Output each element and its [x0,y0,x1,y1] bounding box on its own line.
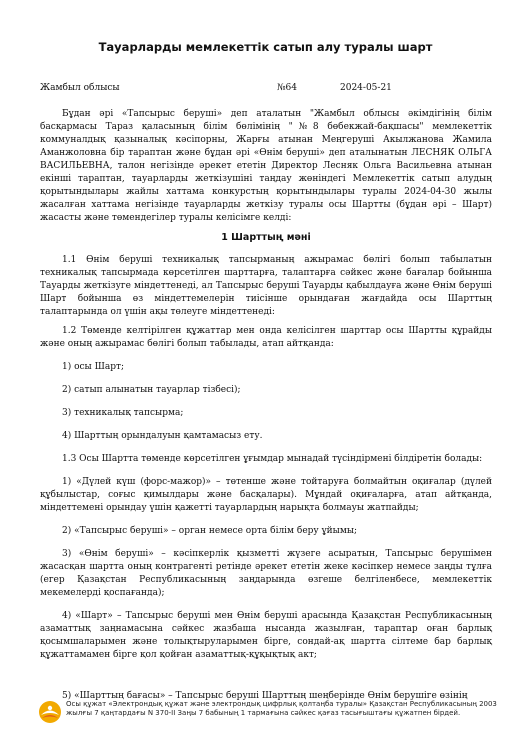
document-title: Тауарларды мемлекеттік сатып алу туралы шарт [98,40,433,54]
clause-1-1: 1.1 Өнім беруші техникалық тапсырманың ажырамас бөлігі болып табылатын техникалық тапсырмада көрсетілген шарттарға, талаптарға сәйкес және бағалар бойынша Тауарды жеткізуге міндеттенеді, ал Тапсырыс беруші Тауарды қабылдауға және Өнім беруші Шарт бойынша өз міндеттемелерін тиісінше орындаған жағдайда осы Шарттың талаптарында ол үшін ақы төлеуге міндеттенеді: [40,255,492,317]
document-region: Жамбыл облысы [40,83,120,93]
definition-item: 1) «Дүлей күш (форс-мажор)» – төтенше және тойтаруға болмайтын оқиғалар (дүлей құбылыстар, соғыс қимылдары және басқалары). Мұндай оқиғаларға, атап айтқанда, міндеттемені орындау үшін қажетті тауарлардың нарықта болмауы жатпайды; [40,477,492,513]
list-item: 2) сатып алынатын тауарлар тізбесі); [62,385,241,395]
section-title: 1 Шарттың мәні [221,232,311,243]
definition-item: 2) «Тапсырыс беруші» – орган немесе орта білім беру ұйымы; [62,526,358,536]
truncated-definition: 5) «Шарттың бағасы» – Тапсырыс беруші Шарттың шеңберінде Өнім берушіге өзінің [62,691,468,700]
list-item: 1) осы Шарт; [62,362,124,372]
document-date: 2024-05-21 [340,83,392,93]
intro-paragraph: Бұдан әрі «Тапсырыс беруші» деп аталатын "Жамбыл облысы әкімдігінің білім басқармасы Тараз қаласының білім бөлімінің "№8 бөбекжай-бақшасы" мемлекеттік коммуналдық қазыналық кәсіпорны, Жарғы атынан Меңгеруші Акылжанова Жамила Аманжоловна бір тараптан және бұдан әрі «Өнім беруші» деп аталынатын ЛЕСНЯК ОЛЬГА ВАСИЛЬЕВНА, талон негізінде әрекет ететін Директор Лесняк Ольга Васильевна атынан екінші тараптан, тауарларды жеткізушіні таңдау жөніндегі Мемлекеттік сатып алудың қорытындылары жайлы хаттама конкурстың қорытындылары туралы 2024-04-30 жылы жасалған хаттама негізінде тауарларды жеткізу туралы осы Шартты (бұдан әрі – Шарт) жасасты және төмендегілер туралы келісімге келді: [40,109,492,223]
footer-legal-note: Осы құжат «Электрондық құжат және электрондық цифрлық қолтаңба туралы» Қазақстан Республикасының 2003 жылғы 7 қаңтардағы N 370-II Заңы 7 бабының 1 тармағына сәйкес қағаз тасығыштағы құжатпен бірдей. [66,700,497,717]
clause-1-3: 1.3 Осы Шартта төменде көрсетілген ұғымдар мынадай түсіндірмені білдіретін болады: [62,454,483,464]
clause-1-2: 1.2 Төменде келтірілген құжаттар мен онда келісілген шарттар осы Шартты құрайды және оның ажырамас бөлігі болып табылады, атап айтқанда: [40,326,492,349]
definition-item: 3) «Өнім беруші» – кәсіпкерлік қызметті жүзеге асыратын, Тапсырыс берушімен жасасқан шартта оның контрагенті ретінде әрекет ететін жеке кәсіпкер немесе заңды тұлға (егер Қазақстан Республикасының заңдарында өзгеше белгіленбесе, мемлекеттік мекемелерді қоспағанда); [40,549,492,598]
list-item: 4) Шарттың орындалуын қамтамасыз ету. [62,431,263,441]
list-item: 3) техникалық тапсырма; [62,408,184,418]
definition-item: 4) «Шарт» – Тапсырыс беруші мен Өнім беруші арасында Қазақстан Республикасының азаматтық заңнамасына сәйкес жазбаша нысанда жазылған, тараптар оған барлық қосымшаларымен және толықтыруларымен бірге, сондай-ақ шартта сілтеме бар барлық құжаттамамен бірге қол қойған азаматтық-құқықтық акт; [40,611,492,660]
document-number: №64 [277,83,297,93]
document-body [40,108,492,672]
egov-logo-icon [38,700,62,724]
